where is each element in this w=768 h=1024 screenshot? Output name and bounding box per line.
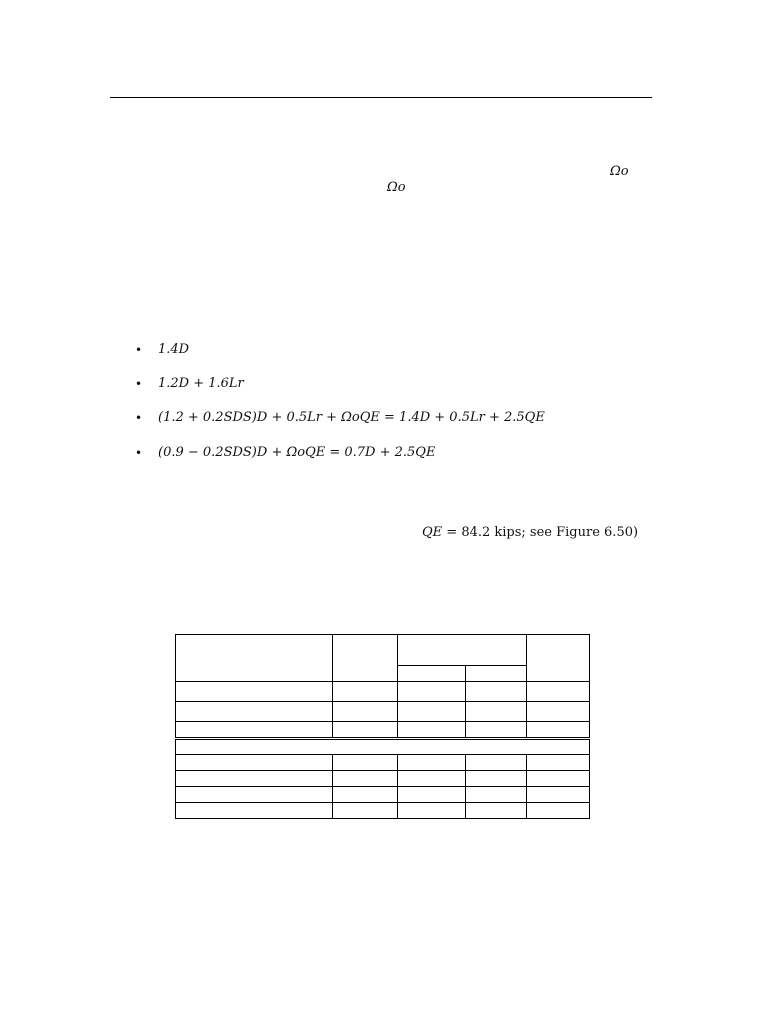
load-combination: 1.4D — [158, 342, 190, 357]
table-header-row — [176, 635, 590, 666]
table-row — [176, 682, 590, 702]
data-table — [175, 634, 590, 819]
table-row — [176, 755, 590, 771]
bullet-icon: • — [135, 446, 143, 460]
omega-symbol: Ωo — [387, 180, 406, 195]
table-row — [176, 771, 590, 787]
table-header-cell — [527, 635, 590, 682]
bullet-icon: • — [135, 377, 143, 391]
load-combination: 1.2D + 1.6Lr — [158, 376, 244, 391]
table-section-row — [176, 739, 590, 755]
table-header-cell — [176, 635, 333, 682]
table-row — [176, 787, 590, 803]
seismic-load-note — [422, 525, 638, 540]
table-header-cell — [398, 666, 466, 682]
table-row — [176, 722, 590, 739]
table-header-cell — [333, 635, 398, 682]
bullet-icon: • — [135, 411, 143, 425]
table-header-cell — [466, 666, 527, 682]
header-rule — [110, 97, 652, 98]
table-row — [176, 702, 590, 722]
bullet-icon: • — [135, 343, 143, 357]
load-combination: (0.9 − 0.2SDS)D + ΩoQE = 0.7D + 2.5QE — [158, 445, 436, 460]
table-row — [176, 803, 590, 819]
qe-variable: QE — [422, 525, 443, 540]
qe-value-text: = 84.2 kips; see Figure 6.50) — [442, 525, 639, 540]
table-header-cell — [398, 635, 527, 666]
omega-symbol: Ωo — [610, 164, 629, 179]
load-combination: (1.2 + 0.2SDS)D + 0.5Lr + ΩoQE = 1.4D + 0.5Lr + 2.5QE — [158, 410, 545, 425]
